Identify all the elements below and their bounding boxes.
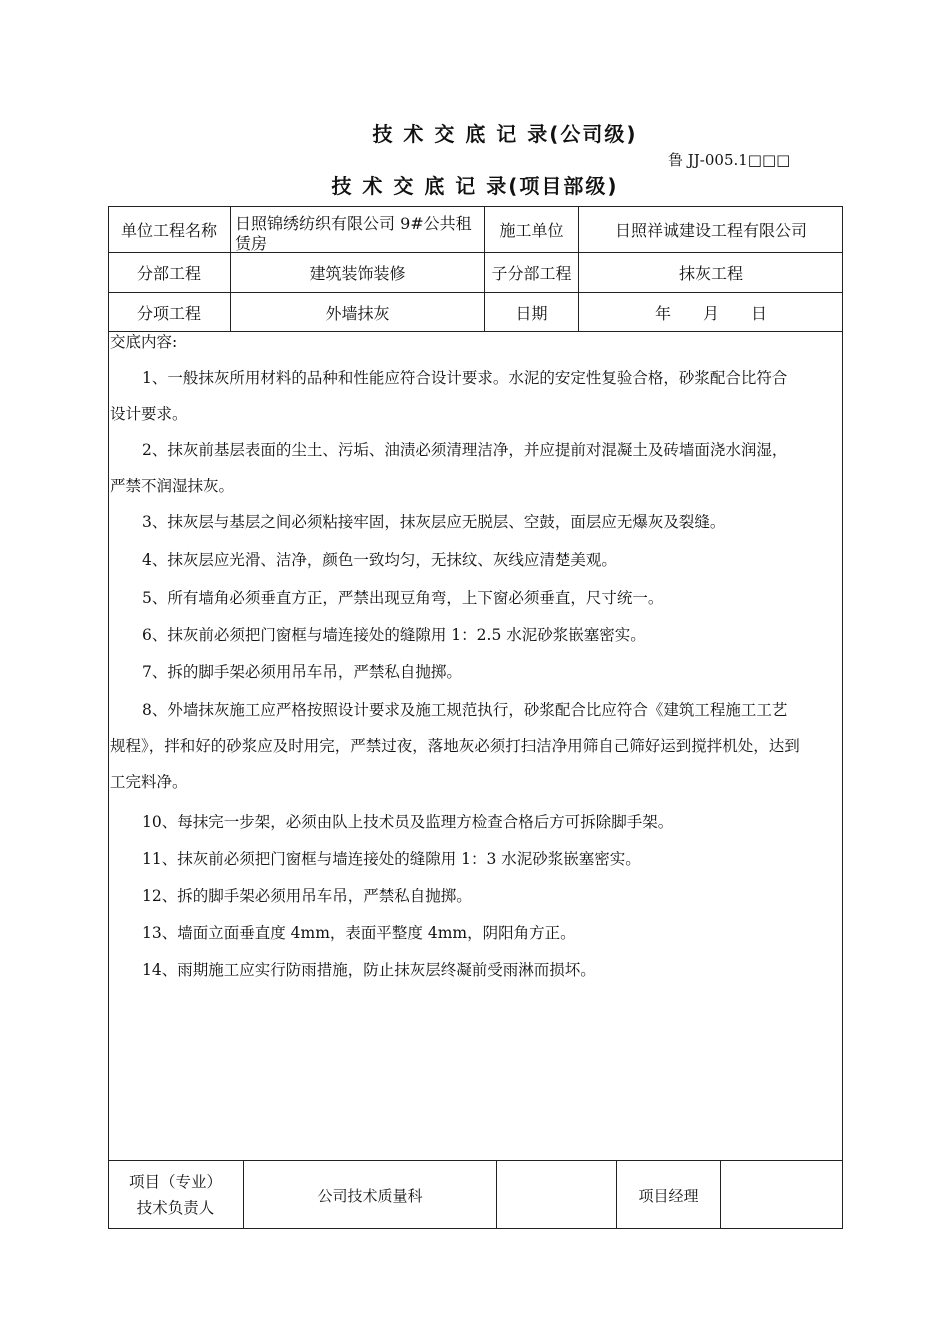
contractor-value: 日照祥诚建设工程有限公司 [614,221,807,240]
content-item-1-line2: 设计要求。 [110,405,188,423]
content-item-3 [108,504,843,540]
content-item-8-line3: 工完料净。 [110,773,188,791]
content-item-2-line2: 严禁不润湿抹灰。 [110,477,235,495]
grid-line [720,1160,721,1229]
content-item-14-line1: 14、雨期施工应实行防雨措施，防止抹灰层终凝前受雨淋而损坏。 [142,961,596,979]
content-item-6 [108,617,843,653]
content-item-12-line1: 12、拆的脚手架必须用吊车吊，严禁私自抛掷。 [142,887,472,905]
content-item-8-tail [108,764,843,800]
content-item-4 [108,542,843,578]
content-item-13 [108,915,843,951]
content-item-8-line1: 8、外墙抹灰施工应严格按照设计要求及施工规范执行，砂浆配合比应符合《建筑工程施工工艺 [142,701,788,719]
content-heading: 交底内容: [110,333,178,351]
content-item-7 [108,654,843,690]
contractor-label: 施工单位 [499,221,564,240]
company-tech-quality-label: 公司技术质量科 [317,1186,423,1205]
content-item-10 [108,804,843,840]
project-manager-label: 项目经理 [638,1186,699,1205]
content-item-4-line1: 4、抹灰层应光滑、洁净，颜色一致均匀，无抹纹、灰线应清楚美观。 [142,551,617,569]
subdivision-value: 抹灰工程 [678,264,743,283]
tech-lead-label: 项目（专业） 技术负责人 [128,1173,222,1217]
item-value: 外墙抹灰 [325,303,390,323]
title-project-level: 技 术 交 底 记 录(项目部级) [331,174,619,198]
content-item-14 [108,952,843,988]
unit-project-label: 单位工程名称 [120,221,217,240]
date-label: 日期 [515,303,548,323]
unit-project-value-text: 日照锦绣纺织有限公司 9#公共租赁房 [235,214,472,252]
division-label: 分部工程 [136,264,201,283]
item-label: 分项工程 [136,303,201,323]
content-item-13-line1: 13、墙面立面垂直度 4mm，表面平整度 4mm，阴阳角方正。 [142,924,576,942]
title-company-level: 技 术 交 底 记 录(公司级) [372,122,638,146]
content-item-5 [108,580,843,616]
content-item-2-line1: 2、抹灰前基层表面的尘土、污垢、油渍必须清理洁净，并应提前对混凝土及砖墙面浇水润湿， [142,441,788,459]
content-item-5-line1: 5、所有墙角必须垂直方正，严禁出现豆角弯，上下窗必须垂直，尺寸统一。 [142,589,664,607]
content-item-11 [108,841,843,877]
content-item-8 [108,692,843,764]
unit-project-value [231,207,484,252]
content-item-3-line1: 3、抹灰层与基层之间必须粘接牢固，抹灰层应无脱层、空鼓，面层应无爆灰及裂缝。 [142,513,726,531]
grid-line [496,1160,497,1229]
content-item-6-line1: 6、抹灰前必须把门窗框与墙连接处的缝隙用 1：2.5 水泥砂浆嵌塞密实。 [142,626,646,644]
content-item-11-line1: 11、抹灰前必须把门窗框与墙连接处的缝隙用 1：3 水泥砂浆嵌塞密实。 [142,850,641,868]
content-item-10-line1: 10、每抹完一步架，必须由队上技术员及监理方检查合格后方可拆除脚手架。 [142,813,674,831]
content-item-1-line1: 1、一般抹灰所用材料的品种和性能应符合设计要求。水泥的安定性复验合格，砂浆配合比符合 [142,369,788,387]
division-value: 建筑装饰装修 [309,264,406,283]
content-item-7-line1: 7、拆的脚手架必须用吊车吊，严禁私自抛掷。 [142,663,462,681]
document-number: 鲁 JJ-005.1□□□ [668,151,791,169]
date-value: 年 月 日 [654,303,767,323]
subdivision-label: 子分部工程 [491,264,572,283]
content-item-1 [108,360,843,432]
content-item-8-line2: 规程》，拌和好的砂浆应及时用完，严禁过夜，落地灰必须打扫洁净用筛自己筛好运到搅拌机处，达到 [110,737,800,755]
grid-line [108,331,843,332]
content-item-2 [108,432,843,504]
content-item-12 [108,878,843,914]
